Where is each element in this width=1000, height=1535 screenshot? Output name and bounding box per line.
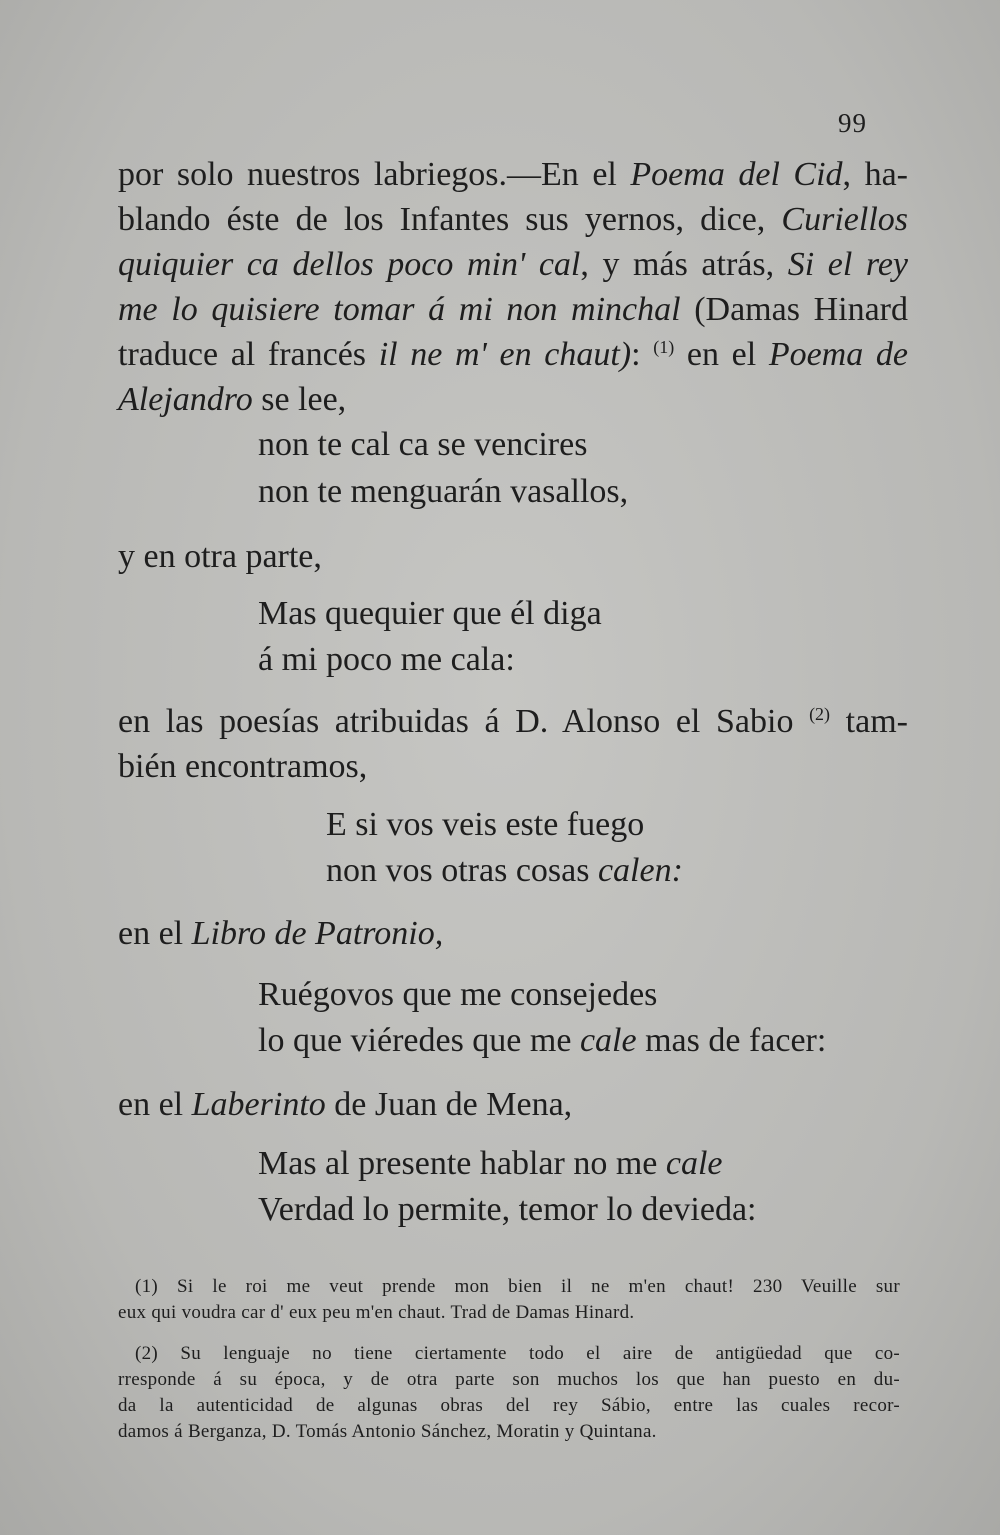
footnote-2-cont: rresponde á su época, y de otra parte son muchos los que han puesto en du- bbox=[118, 1369, 900, 1390]
verse-line: E si vos veis este fuego bbox=[326, 806, 645, 843]
footnote-2-cont: damos á Berganza, D. Tomás Antonio Sánchez, Moratin y Quintana. bbox=[118, 1421, 657, 1442]
text-line: traduce al francés il ne m' en chaut): $^{(1)}$ en el Poema de bbox=[118, 336, 908, 373]
footnote-1: (1) Si le roi me veut prende mon bien il ne m'en chaut! 230 Veuille sur bbox=[135, 1276, 900, 1297]
verse-line: lo que viéredes que me cale mas de facer: bbox=[258, 1022, 827, 1059]
text-line: en el Laberinto de Juan de Mena, bbox=[118, 1086, 573, 1123]
text-line: por solo nuestros labriegos.—En el Poema del Cid, ha- bbox=[118, 156, 908, 193]
text-line: quiquier ca dellos poco min' cal, y más atrás, Si el rey bbox=[118, 246, 909, 283]
page-number: 99 bbox=[838, 108, 867, 138]
text-line: en las poesías atribuidas á D. Alonso el Sabio $^{(2)}$ tam- bbox=[118, 703, 908, 740]
footnote-1-cont: eux qui voudra car d' eux peu m'en chaut. Trad de Damas Hinard. bbox=[118, 1302, 635, 1323]
footnote-2: (2) Su lenguaje no tiene ciertamente todo el aire de antigüedad que co- bbox=[135, 1343, 900, 1364]
verse-line: non te menguarán vasallos, bbox=[258, 473, 629, 510]
footnote-ref-1: (1) bbox=[653, 337, 675, 357]
text-line: Alejandro se lee, bbox=[118, 381, 347, 418]
text-line: me lo quisiere tomar á mi non minchal (Damas Hinard bbox=[118, 291, 908, 328]
text-line: en el Libro de Patronio, bbox=[118, 915, 444, 952]
verse-line: non vos otras cosas calen: bbox=[326, 852, 683, 889]
verse-line: Mas al presente hablar no me cale bbox=[258, 1145, 723, 1182]
verse-line: á mi poco me cala: bbox=[258, 641, 515, 678]
verse-line: Mas quequier que él diga bbox=[258, 595, 602, 632]
verse-line: Verdad lo permite, temor lo devieda: bbox=[258, 1191, 757, 1228]
text-line: y en otra parte, bbox=[118, 538, 322, 575]
footnote-ref-2: (2) bbox=[809, 704, 831, 724]
text-line: blando éste de los Infantes sus yernos, dice, Curiellos bbox=[118, 201, 908, 238]
footnote-2-cont: da la autenticidad de algunas obras del rey Sábio, entre las cuales recor- bbox=[118, 1395, 900, 1416]
text-line: bién encontramos, bbox=[118, 748, 368, 785]
verse-line: non te cal ca se vencires bbox=[258, 426, 588, 463]
verse-line: Ruégovos que me consejedes bbox=[258, 976, 658, 1013]
